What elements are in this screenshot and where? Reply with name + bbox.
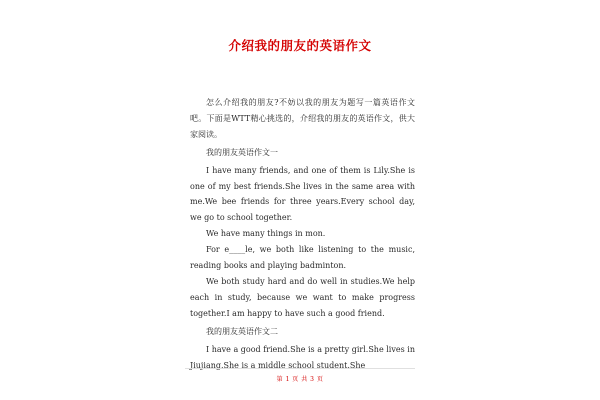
- section-heading: 我的朋友英语作文一: [206, 147, 278, 157]
- paragraph: For e____le, we both like listening to the music, reading books and playing badminton.: [190, 245, 415, 271]
- footer-divider: [185, 368, 415, 369]
- paragraph: 怎么介绍我的朋友?不妨以我的朋友为题写一篇英语作文吧。下面是WTT精心挑选的，介绍我的朋友的英语作文，供大家阅读。: [190, 98, 415, 139]
- section-heading: 我的朋友英语作文二: [206, 326, 278, 336]
- paragraph: I have many friends, and one of them is Lily.She is one of my best friends.She lives in the same area with me.We bee friends for three years.Every school day, we go to school together.: [190, 165, 415, 223]
- document-body: [190, 95, 415, 373]
- document-title: 介绍我的朋友的英语作文: [228, 38, 372, 53]
- paragraph: I have a good friend.She is a pretty girl.She lives in Jiujiang.She is a middle school student.She: [190, 344, 415, 370]
- page-number-footer: 第 1 页 共 3 页: [276, 376, 324, 383]
- paragraph: We both study hard and do well in studies.We help each in study, because we want to make progress together.I am happy to have such a good friend.: [190, 276, 415, 318]
- paragraph: We have many things in mon.: [206, 229, 326, 239]
